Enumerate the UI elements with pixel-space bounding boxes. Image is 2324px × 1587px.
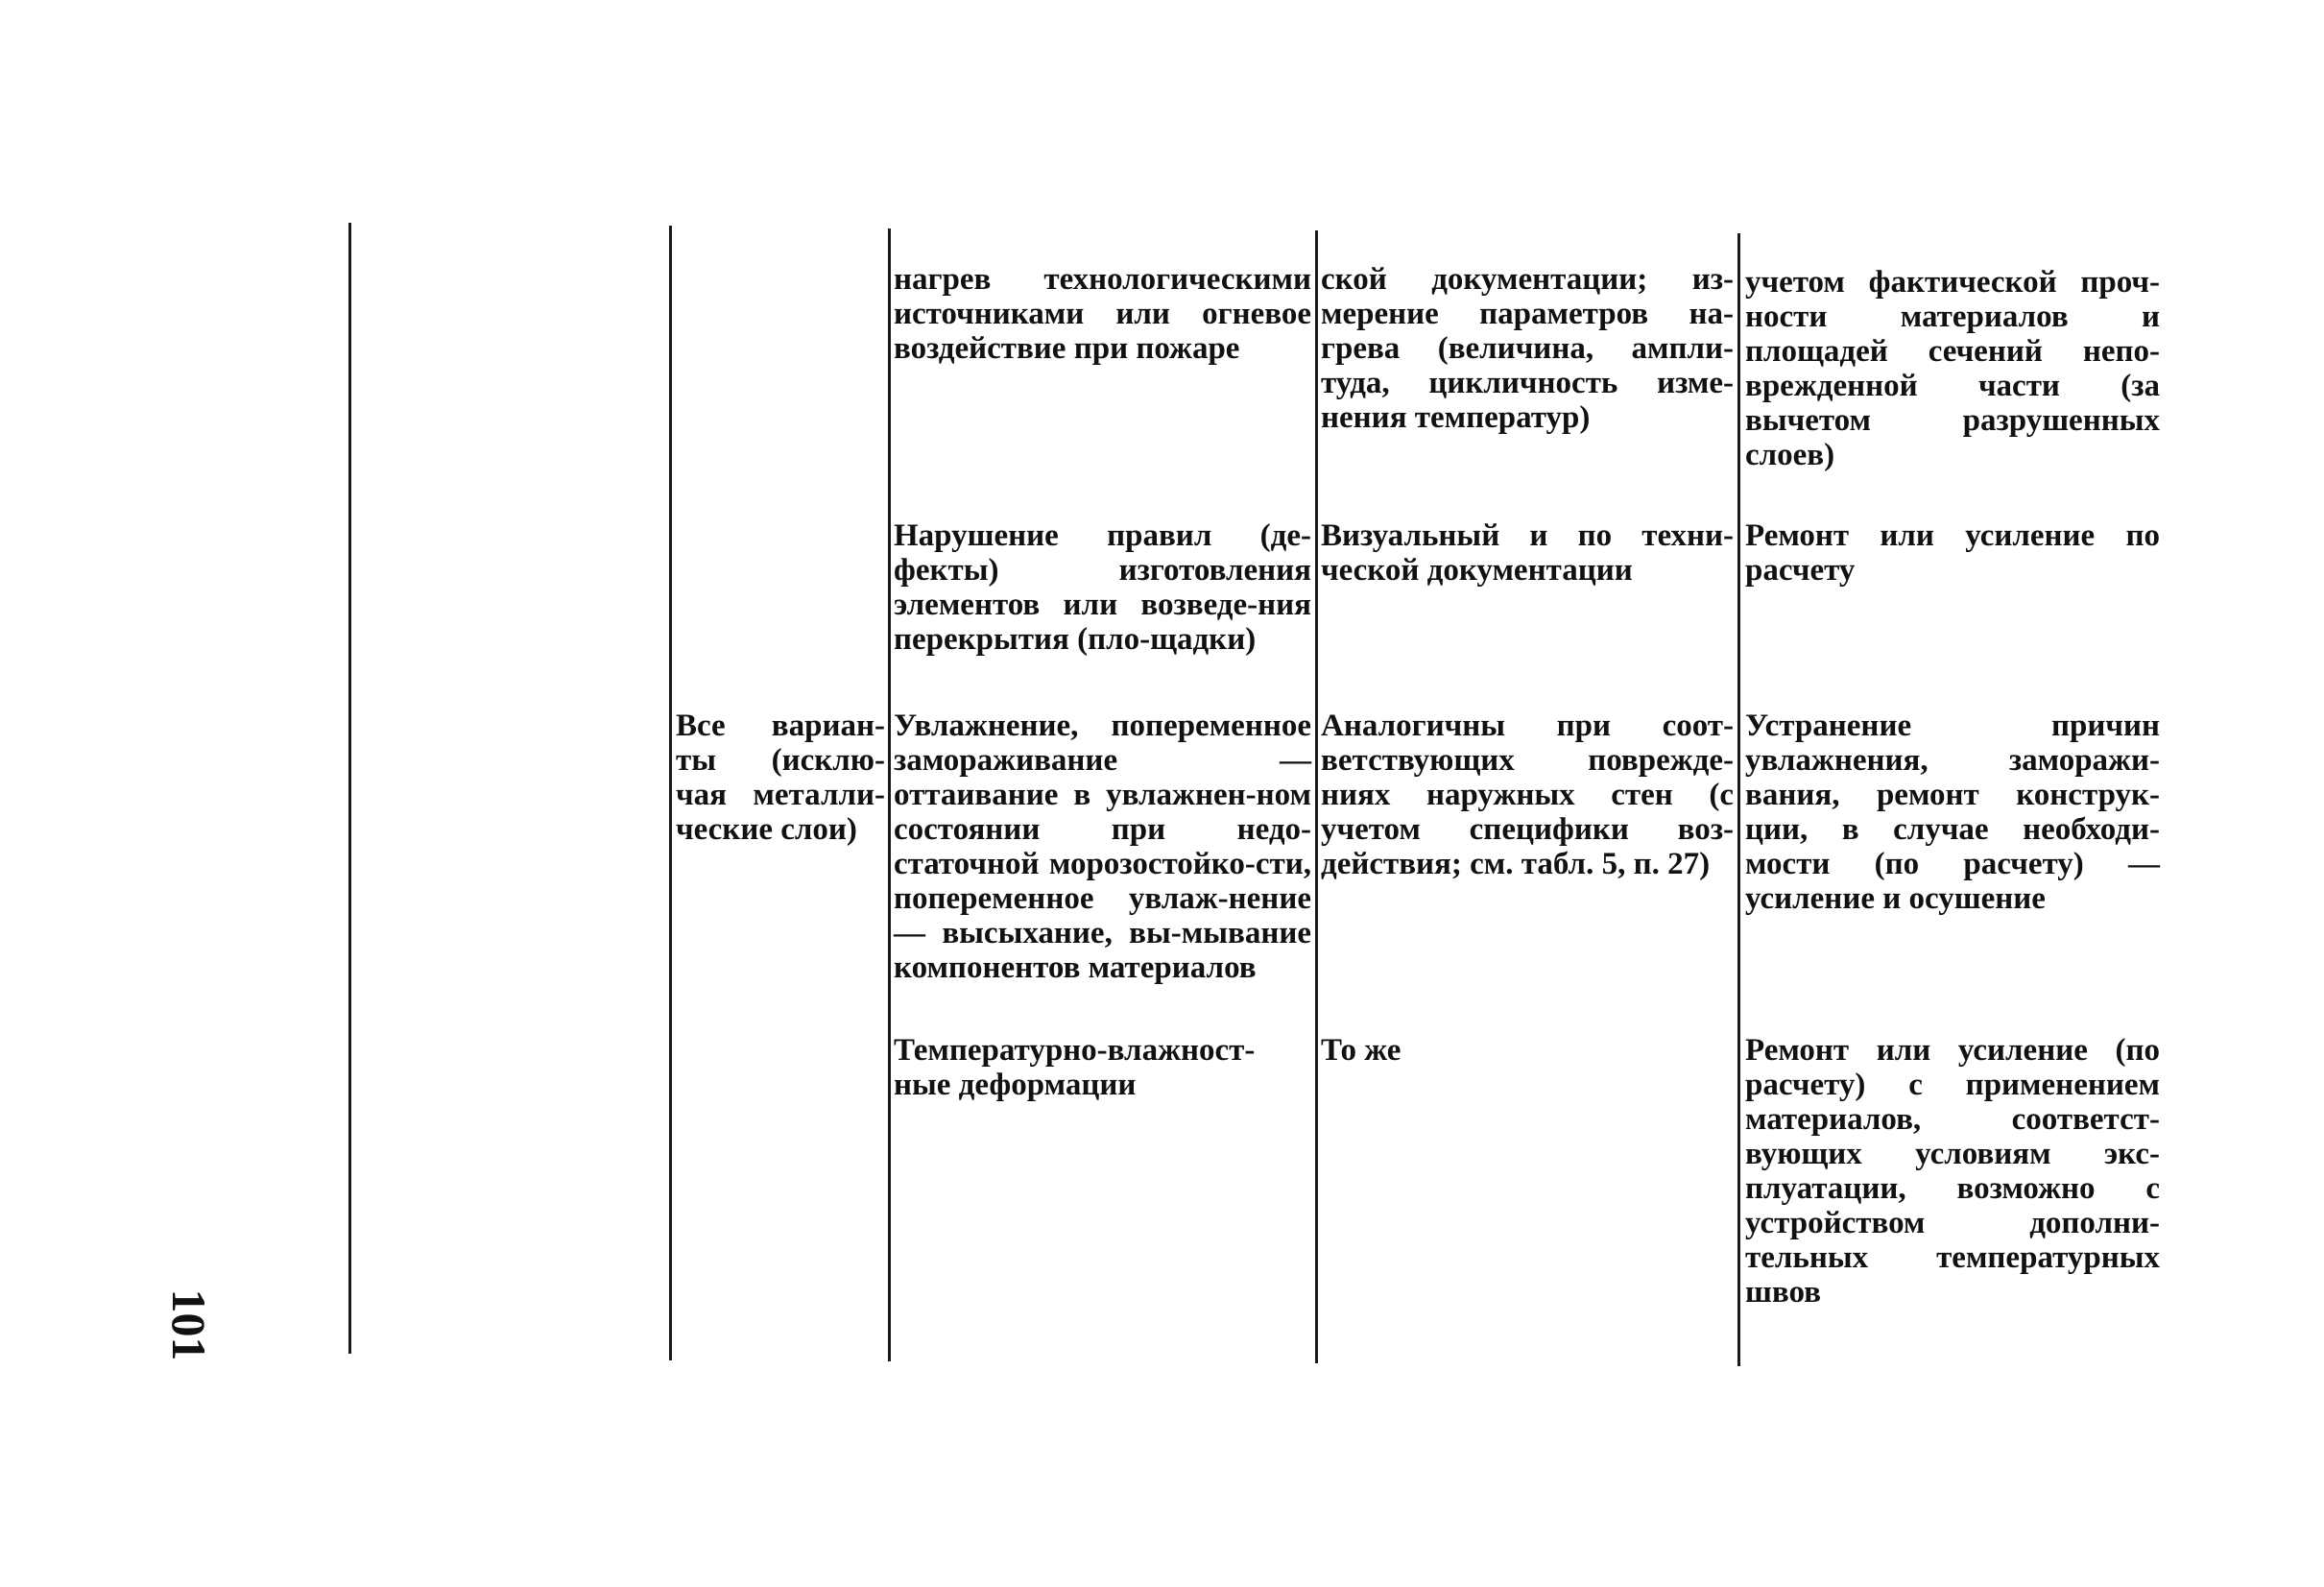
table-cell-remedy-row3: Устранение причин увлажнения, заморажи-вания, ремонт конструк-ции, в случае необходи-мости (по расчету) — усиление и осушение [1745, 709, 2160, 916]
page-number: 101 [162, 1288, 216, 1361]
table-cell-remedy-row1: учетом фактической проч-ности материалов и площадей сечений непо-врежденной части (за вычетом разрушенных слоев) [1745, 265, 2160, 472]
table-cell-cause-row2: Нарушение правил (де-фекты) изготовления элементов или возведе-ния перекрытия (пло-щадки) [894, 518, 1311, 657]
table-cell-cause-row4: Температурно-влажност-ные деформации [894, 1033, 1256, 1102]
table-cell-method-row2: Визуальный и по техни-ческой документации [1321, 518, 1734, 588]
table-cell-remedy-row4: Ремонт или усиление (по расчету) с применением материалов, соответст-вующих условиям экс-плуатации, возможно с устройством дополни-тельных температурных швов [1745, 1033, 2160, 1310]
table-cell-cause-row3: Увлажнение, попеременное замораживание — оттаивание в увлажнен-ном состоянии при недо-статочной морозостойко-сти, попеременное увлаж-нение — высыхание, вы-мывание компонентов материалов [894, 709, 1311, 985]
column-rule-2 [669, 226, 672, 1360]
table-cell-method-row3: Аналогичны при соот-ветствующих поврежде-ниях наружных стен (с учетом специфики воз-действия; см. табл. 5, п. 27) [1321, 709, 1734, 881]
column-rule-4 [1315, 230, 1318, 1363]
column-rule-5 [1737, 233, 1740, 1366]
table-cell-variant-row3: Все вариан-ты (исклю-чая металли-ческие слои) [676, 709, 885, 847]
column-rule-3 [888, 228, 891, 1361]
column-rule-1 [348, 223, 351, 1354]
table-cell-method-row1: ской документации; из-мерение параметров на-грева (величина, ампли-туда, цикличность изме-нения температур) [1321, 262, 1734, 435]
table-cell-method-row4: То же [1321, 1033, 1402, 1068]
table-cell-cause-row1: нагрев технологическими источниками или огневое воздействие при пожаре [894, 262, 1311, 366]
table-cell-remedy-row2: Ремонт или усиление по расчету [1745, 518, 2160, 588]
